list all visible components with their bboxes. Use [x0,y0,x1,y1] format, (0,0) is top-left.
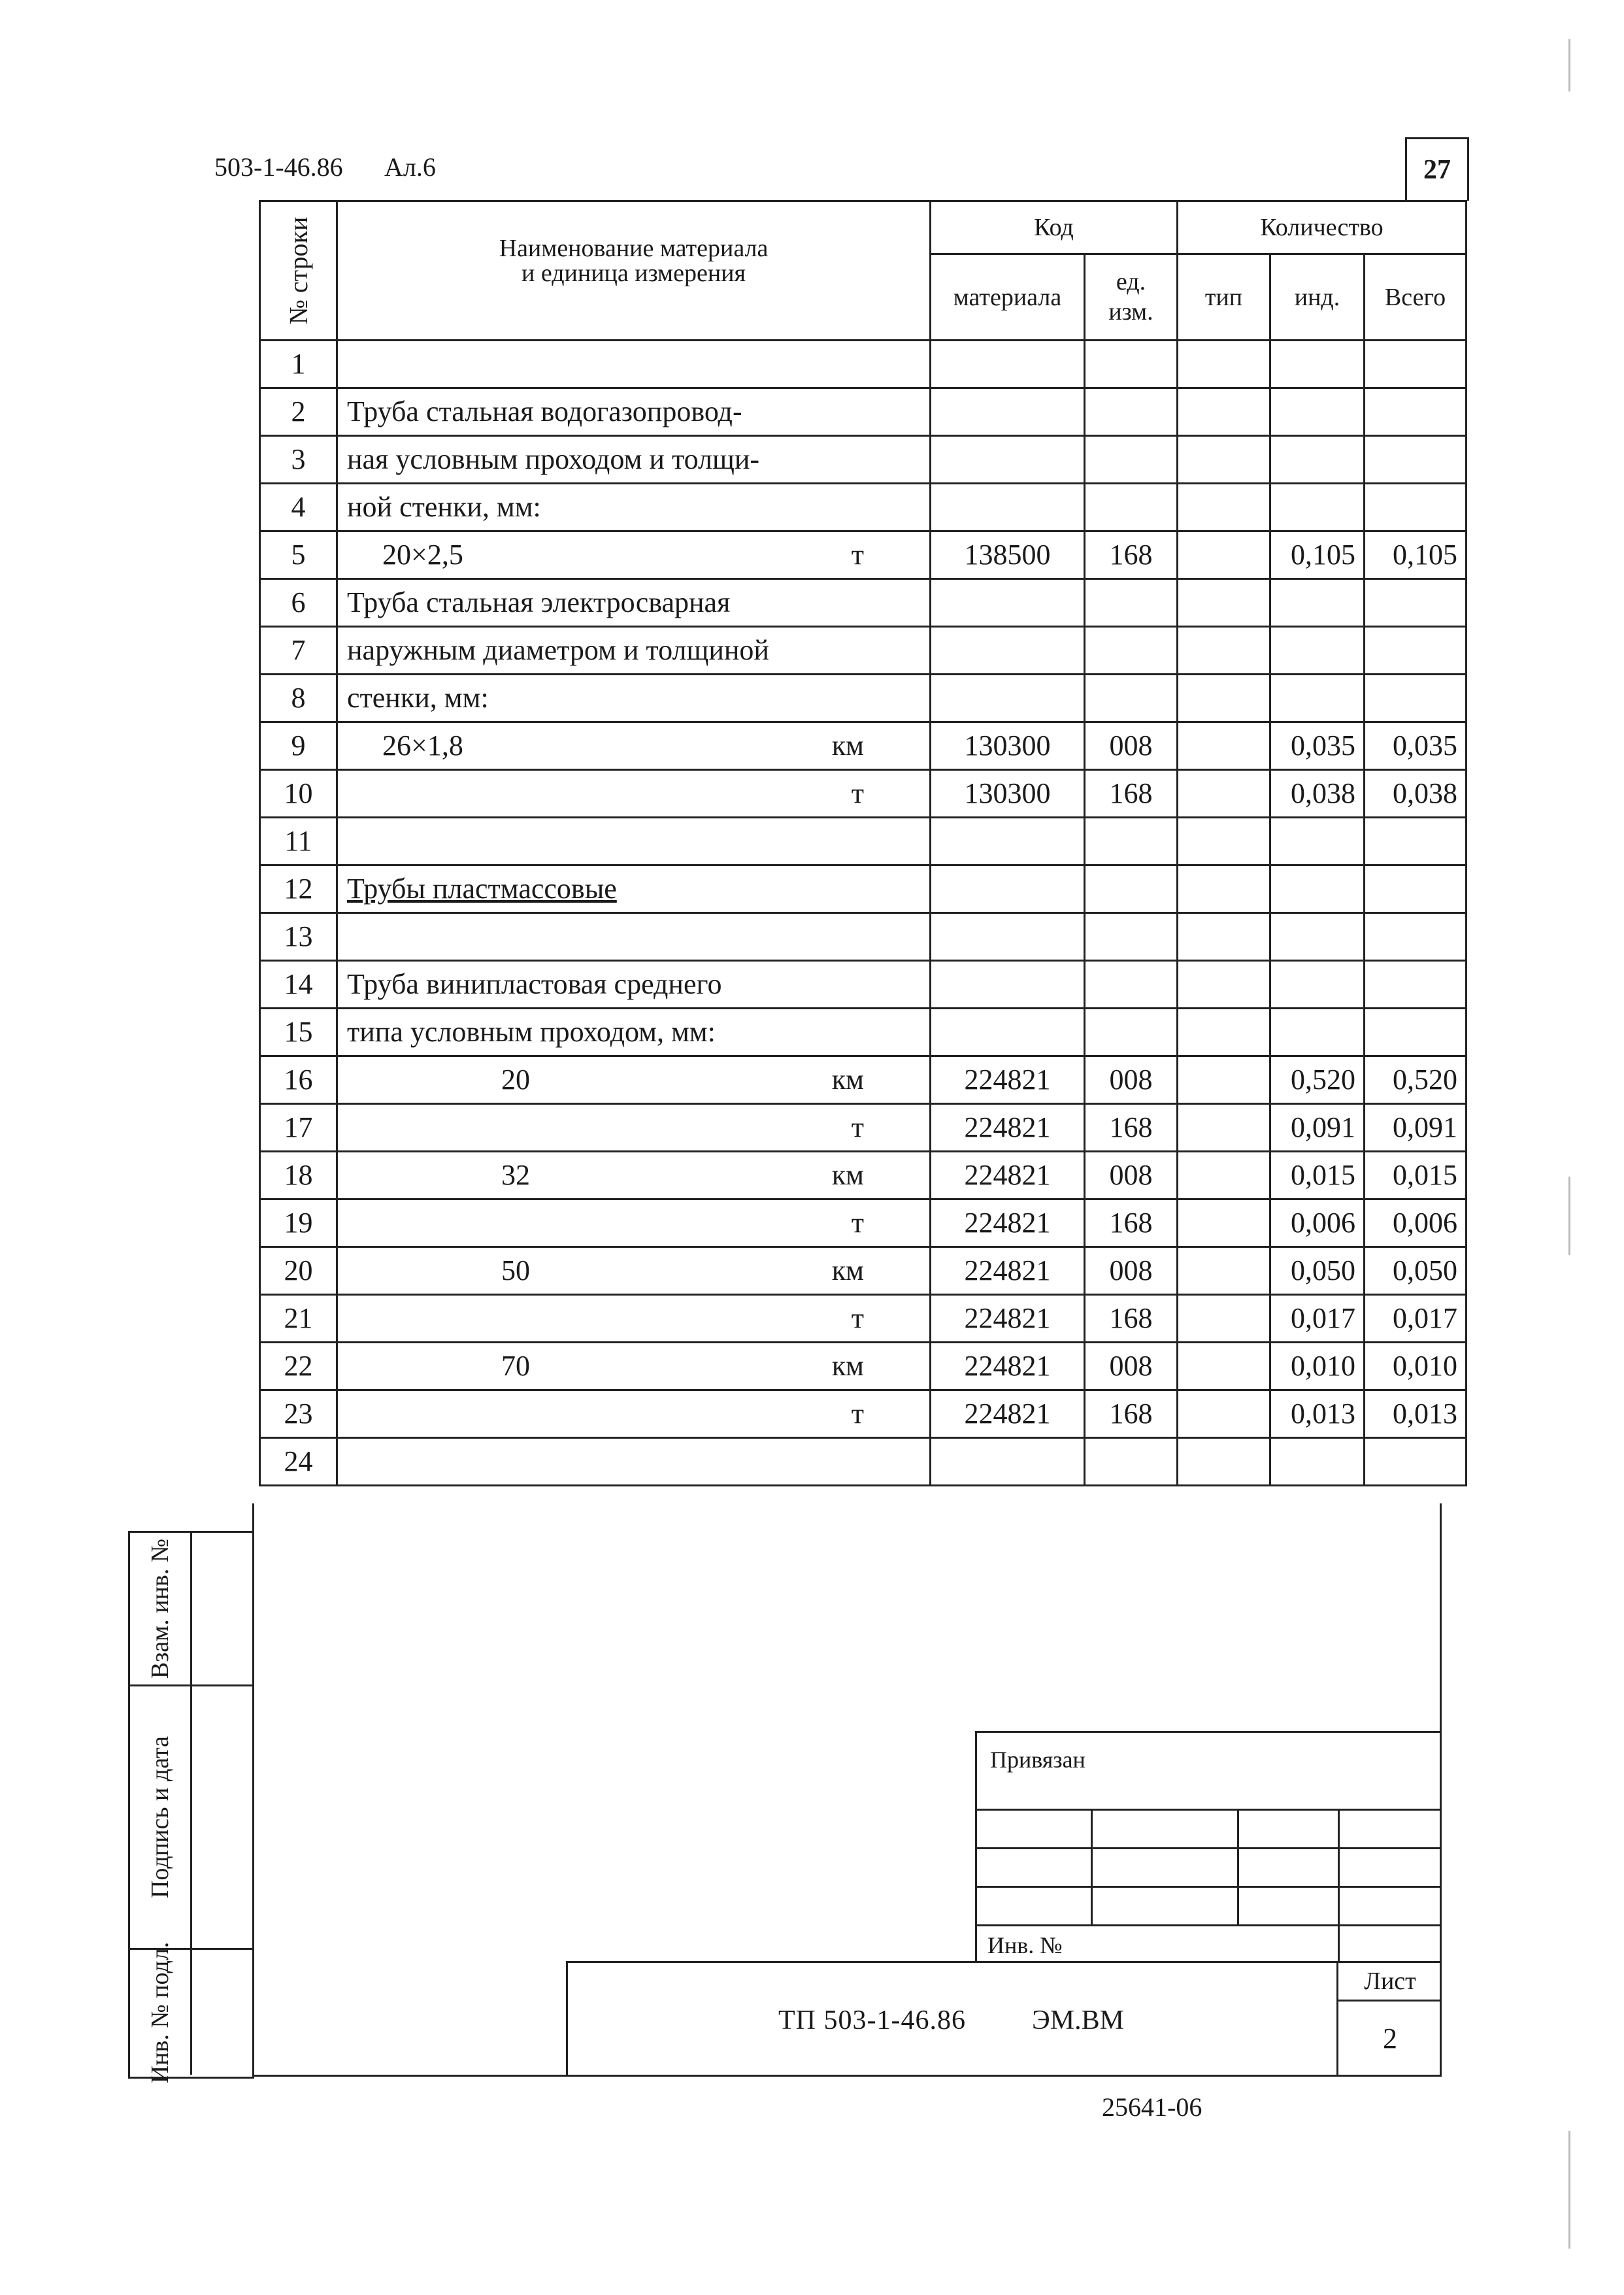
cell-qty-ind [1270,388,1365,436]
cell-name-inner [347,1161,929,1190]
cell-unit: км [831,1064,864,1096]
cell-code-unit [1085,865,1178,913]
cell-code-material [931,913,1085,961]
cell-row-number: 20 [260,1247,337,1295]
cell-name-inner [347,541,929,569]
cell-qty-ind [1270,579,1365,627]
header-row-no [260,201,337,341]
cell-name [337,1343,931,1390]
cell-qty-ind: 0,520 [1270,1056,1365,1104]
table-row [260,1343,1467,1390]
header-doc-code: 503-1-46.86 [214,152,343,182]
cell-qty-total: 0,050 [1365,1247,1467,1295]
cell-size: 26×1,8 [382,729,463,762]
cell-qty-ind: 0,006 [1270,1199,1365,1247]
sheet-box [1336,1963,1442,2077]
table-row [260,675,1467,722]
cell-name-inner [347,1399,929,1428]
cell-row-number: 1 [260,341,337,388]
cell-unit: км [831,1159,864,1191]
cell-code-material [931,436,1085,484]
cell-name-text: Трубы пластмассовые [347,873,617,905]
scan-artifact [1568,39,1570,92]
cell-qty-total: 0,091 [1365,1104,1467,1152]
cell-name [337,579,931,627]
cell-qty-ind [1270,627,1365,675]
cell-name-inner [347,779,929,808]
cell-qty-total [1365,579,1467,627]
cell-row-number: 5 [260,531,337,579]
title-doc-code: ТП 503-1-46.86 [778,2005,966,2035]
cell-qty-type [1178,1343,1270,1390]
sheet-label: Лист [1338,1963,1442,2002]
cell-qty-type [1178,1390,1270,1438]
cell-qty-type [1178,770,1270,818]
cell-code-material: 138500 [931,531,1085,579]
cell-code-material [931,1438,1085,1486]
table-row [260,1009,1467,1056]
cell-code-material: 224821 [931,1104,1085,1152]
cell-code-unit [1085,579,1178,627]
table-row [260,484,1467,531]
cell-size: 32 [501,1159,530,1191]
header-album: Ал.6 [384,152,436,182]
cell-qty-type [1178,341,1270,388]
cell-qty-total: 0,038 [1365,770,1467,818]
table-row [260,1295,1467,1343]
header-name [337,201,931,341]
cell-name [337,1295,931,1343]
cell-qty-total: 0,013 [1365,1390,1467,1438]
cell-code-material: 224821 [931,1343,1085,1390]
cell-qty-ind [1270,341,1365,388]
cell-code-unit [1085,436,1178,484]
table-row [260,913,1467,961]
binding-stamp [975,1731,1440,1963]
materials-table [259,200,1467,1486]
cell-row-number: 18 [260,1152,337,1199]
cell-qty-type [1178,1056,1270,1104]
cell-qty-type [1178,1438,1270,1486]
cell-row-number: 4 [260,484,337,531]
table-row [260,579,1467,627]
cell-qty-ind [1270,818,1365,865]
cell-unit: т [851,777,864,809]
cell-name [337,531,931,579]
cell-name [337,1056,931,1104]
header-code-group: Код [931,201,1178,254]
cell-qty-type [1178,1247,1270,1295]
cell-qty-type [1178,1009,1270,1056]
cell-qty-type [1178,388,1270,436]
cell-code-material: 224821 [931,1056,1085,1104]
stamp-vline-3 [1338,1811,1340,1963]
header-row-no-text: № строки [283,216,313,325]
sheet-number: 2 [1383,2022,1397,2054]
cell-qty-ind: 0,010 [1270,1343,1365,1390]
cell-code-unit: 008 [1085,1247,1178,1295]
cell-code-unit: 008 [1085,1343,1178,1390]
cell-qty-ind [1270,961,1365,1009]
cell-qty-ind [1270,865,1365,913]
cell-qty-type [1178,1295,1270,1343]
cell-name-text: наружным диаметром и толщиной [347,634,769,666]
cell-qty-ind [1270,1009,1365,1056]
cell-row-number: 19 [260,1199,337,1247]
cell-name-inner [347,1113,929,1142]
cell-size: 20 [501,1064,530,1096]
cell-qty-ind [1270,675,1365,722]
cell-code-unit [1085,961,1178,1009]
archive-number: 25641-06 [1102,2092,1202,2122]
cell-qty-total: 0,010 [1365,1343,1467,1390]
cell-name [337,1438,931,1486]
cell-qty-total [1365,913,1467,961]
cell-name-text: ная условным проходом и толщи- [347,443,760,475]
cell-qty-ind [1270,484,1365,531]
scan-artifact [1568,1177,1570,1255]
cell-code-material: 224821 [931,1247,1085,1295]
cell-code-material: 224821 [931,1199,1085,1247]
cell-qty-ind: 0,091 [1270,1104,1365,1152]
cell-code-unit: 168 [1085,1199,1178,1247]
cell-name-inner [347,731,929,760]
cell-code-unit [1085,818,1178,865]
cell-qty-ind [1270,913,1365,961]
cell-code-unit: 168 [1085,1390,1178,1438]
header-name-line2: и единица измерения [522,260,746,287]
cell-unit: т [851,1111,864,1143]
cell-code-unit: 008 [1085,1056,1178,1104]
cell-code-unit [1085,388,1178,436]
cell-name [337,388,931,436]
cell-code-material: 224821 [931,1152,1085,1199]
cell-qty-type [1178,484,1270,531]
cell-code-material [931,961,1085,1009]
cell-name [337,627,931,675]
cell-code-unit: 008 [1085,1152,1178,1199]
stamp-vline-2 [1237,1811,1239,1924]
cell-name-text: Труба стальная водогазопровод- [347,395,742,427]
header-qty-total: Всего [1365,254,1467,341]
table-row [260,1152,1467,1199]
table-row [260,1247,1467,1295]
cell-code-material [931,818,1085,865]
side-strip [128,1531,254,2083]
cell-row-number: 6 [260,579,337,627]
cell-code-unit: 008 [1085,722,1178,770]
cell-qty-ind: 0,013 [1270,1390,1365,1438]
header-code-unit [1085,254,1178,341]
table-row [260,1104,1467,1152]
cell-row-number: 3 [260,436,337,484]
cell-unit: т [851,1398,864,1430]
cell-unit: км [831,1350,864,1382]
cell-size: 70 [501,1350,530,1382]
cell-row-number: 12 [260,865,337,913]
cell-qty-type [1178,1152,1270,1199]
cell-name [337,1390,931,1438]
cell-name-inner [347,1065,929,1094]
cell-qty-type [1178,913,1270,961]
cell-name-text: Труба стальная электросварная [347,586,731,618]
cell-qty-ind: 0,038 [1270,770,1365,818]
cell-name [337,1152,931,1199]
cell-row-number: 11 [260,818,337,865]
cell-name [337,770,931,818]
cell-qty-ind: 0,017 [1270,1295,1365,1343]
cell-qty-type [1178,722,1270,770]
table-row [260,865,1467,913]
cell-qty-type [1178,675,1270,722]
cell-code-material: 130300 [931,770,1085,818]
cell-qty-type [1178,436,1270,484]
cell-qty-total [1365,961,1467,1009]
cell-unit: км [831,1254,864,1286]
cell-qty-total [1365,675,1467,722]
cell-qty-total [1365,1009,1467,1056]
cell-code-material [931,484,1085,531]
cell-qty-total [1365,484,1467,531]
cell-name-text: стенки, мм: [347,682,489,714]
cell-code-unit [1085,627,1178,675]
cell-qty-total: 0,105 [1365,531,1467,579]
cell-name-text: типа условным проходом, мм: [347,1016,716,1048]
stamp-bound-label: Привязан [990,1747,1085,1773]
table-row [260,531,1467,579]
cell-row-number: 14 [260,961,337,1009]
cell-row-number: 24 [260,1438,337,1486]
side-label-replaced-inv: Взам. инв. № [146,1538,174,1679]
scan-artifact [1568,2131,1570,2249]
cell-code-unit [1085,913,1178,961]
header-qty-group: Количество [1178,201,1467,254]
cell-code-material [931,579,1085,627]
page-number: 27 [1405,137,1469,201]
stamp-row-4 [977,1888,1440,1926]
cell-code-material: 224821 [931,1295,1085,1343]
cell-name [337,1009,931,1056]
table-row [260,1390,1467,1438]
cell-qty-total: 0,006 [1365,1199,1467,1247]
cell-qty-type [1178,1199,1270,1247]
cell-name-inner [347,1256,929,1285]
cell-code-material [931,865,1085,913]
cell-name-text: ной стенки, мм: [347,491,541,523]
table-row [260,1056,1467,1104]
cell-unit: т [851,1207,864,1239]
cell-row-number: 13 [260,913,337,961]
table-row [260,1438,1467,1486]
side-cell-replaced [130,1533,254,1686]
stamp-row-1 [977,1733,1440,1811]
title-doc-mark: ЭМ.ВМ [1032,2005,1124,2035]
cell-name-inner [347,1352,929,1381]
cell-code-unit: 168 [1085,770,1178,818]
cell-row-number: 2 [260,388,337,436]
table-row [260,722,1467,770]
cell-code-unit: 168 [1085,1104,1178,1152]
cell-name [337,961,931,1009]
cell-name [337,436,931,484]
cell-row-number: 10 [260,770,337,818]
stamp-vline-1 [1091,1811,1093,1924]
header-name-line1: Наименование материала [499,235,769,262]
cell-qty-total [1365,1438,1467,1486]
cell-name-text: Труба винипластовая среднего [347,968,722,1000]
cell-qty-total: 0,017 [1365,1295,1467,1343]
cell-name-inner [347,1304,929,1333]
header-qty-ind: инд. [1270,254,1365,341]
cell-code-unit: 168 [1085,531,1178,579]
cell-code-unit [1085,484,1178,531]
table-row [260,1199,1467,1247]
cell-row-number: 9 [260,722,337,770]
cell-qty-type [1178,579,1270,627]
cell-name [337,1199,931,1247]
cell-name [337,865,931,913]
header-code-unit-line1: ед. [1116,268,1146,296]
cell-size: 20×2,5 [382,539,463,571]
cell-code-material [931,675,1085,722]
stamp-row-2 [977,1811,1440,1849]
cell-qty-total [1365,388,1467,436]
stamp-inv-label: Инв. № [987,1932,1063,1958]
cell-qty-total [1365,627,1467,675]
header-code-unit-line2: изм. [1108,297,1153,326]
cell-unit: т [851,539,864,571]
cell-qty-total: 0,015 [1365,1152,1467,1199]
cell-row-number: 16 [260,1056,337,1104]
cell-qty-total: 0,520 [1365,1056,1467,1104]
title-block [566,1961,1440,2077]
cell-qty-total: 0,035 [1365,722,1467,770]
cell-name [337,722,931,770]
cell-code-unit [1085,675,1178,722]
cell-unit: км [831,729,864,762]
cell-code-unit [1085,341,1178,388]
side-cell-signature [130,1686,254,1950]
cell-row-number: 22 [260,1343,337,1390]
cell-qty-ind: 0,050 [1270,1247,1365,1295]
cell-name [337,484,931,531]
table-row [260,770,1467,818]
cell-row-number: 17 [260,1104,337,1152]
cell-name [337,675,931,722]
stamp-row-3 [977,1849,1440,1888]
cell-row-number: 15 [260,1009,337,1056]
cell-row-number: 7 [260,627,337,675]
cell-row-number: 8 [260,675,337,722]
cell-qty-ind [1270,436,1365,484]
cell-code-unit [1085,1009,1178,1056]
cell-code-material [931,1009,1085,1056]
cell-unit: т [851,1302,864,1334]
cell-name-inner [347,1209,929,1237]
table-row [260,341,1467,388]
cell-qty-type [1178,627,1270,675]
cell-qty-ind [1270,1438,1365,1486]
cell-qty-total [1365,865,1467,913]
cell-qty-total [1365,436,1467,484]
cell-qty-total [1365,818,1467,865]
cell-name [337,1104,931,1152]
cell-code-material [931,627,1085,675]
header-code-material: материала [931,254,1085,341]
cell-code-unit: 168 [1085,1295,1178,1343]
cell-qty-type [1178,961,1270,1009]
side-cell-inv [130,1941,254,2083]
cell-name [337,818,931,865]
cell-name [337,1247,931,1295]
cell-name [337,341,931,388]
table-row [260,818,1467,865]
cell-code-material: 130300 [931,722,1085,770]
table-row [260,627,1467,675]
table-row [260,388,1467,436]
cell-qty-type [1178,865,1270,913]
cell-row-number: 21 [260,1295,337,1343]
cell-qty-type [1178,818,1270,865]
cell-size: 50 [501,1254,530,1286]
cell-qty-ind: 0,035 [1270,722,1365,770]
cell-qty-total [1365,341,1467,388]
side-label-inv-original: Инв. № подл. [146,1941,174,2083]
side-label-signature-date: Подпись и дата [146,1735,174,1899]
cell-qty-type [1178,1104,1270,1152]
cell-code-unit [1085,1438,1178,1486]
cell-code-material [931,341,1085,388]
table-row [260,436,1467,484]
cell-row-number: 23 [260,1390,337,1438]
cell-qty-ind: 0,015 [1270,1152,1365,1199]
table-row [260,961,1467,1009]
cell-code-material: 224821 [931,1390,1085,1438]
header-qty-type: тип [1178,254,1270,341]
cell-code-material [931,388,1085,436]
cell-qty-ind: 0,105 [1270,531,1365,579]
cell-qty-type [1178,531,1270,579]
cell-name [337,913,931,961]
